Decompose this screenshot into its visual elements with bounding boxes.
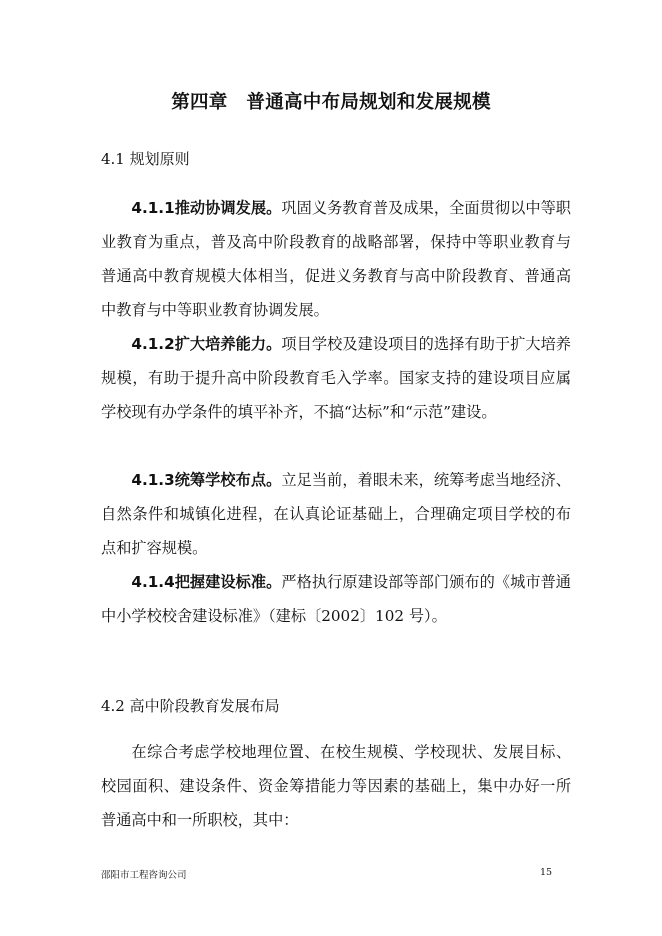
item-body: 巩固义务教育普及成果，全面贯彻以中等职业教育为重点，普及高中阶段教育的战略部署，保持中等职业教育与普通高中教育规模大体相当，促进义务教育与高中阶段教育、普通高中教育与中等职业教育协调发展。	[101, 199, 571, 319]
item-lead: 4.1.4把握建设标准。	[131, 573, 282, 591]
footer-organization: 邵阳市工程咨询公司	[101, 870, 187, 881]
paragraph-4-2: 在综合考虑学校地理位置、在校生规模、学校现状、发展目标、校园面积、建设条件、资金筹措能力等因素的基础上，集中办好一所普通高中和一所职校，其中：	[101, 743, 571, 829]
paragraph-4-1-1	[101, 191, 571, 327]
paragraph-4-1-3	[101, 463, 571, 565]
item-lead: 4.1.2扩大培养能力。	[131, 335, 282, 353]
item-lead: 4.1.3统筹学校布点。	[131, 471, 282, 489]
paragraph-4-1-4	[101, 565, 571, 633]
section-heading-4-2: 4.2 高中阶段教育发展布局	[101, 697, 280, 715]
paragraph-4-1-2	[101, 327, 571, 429]
chapter-title: 第四章 普通高中布局规划和发展规模	[171, 92, 491, 113]
item-body: 项目学校及建设项目的选择有助于扩大培养规模，有助于提升高中阶段教育毛入学率。国家支持的建设项目应属学校现有办学条件的填平补齐，不搞“达标”和“示范”建设。	[101, 335, 571, 421]
item-body: 严格执行原建设部等部门颁布的《城市普通中小学校校舍建设标准》（建标〔2002〕102 号）。	[101, 573, 571, 625]
section-heading-4-1: 4.1 规划原则	[101, 150, 190, 168]
footer-page-number: 15	[540, 867, 553, 878]
item-lead: 4.1.1推动协调发展。	[131, 199, 282, 217]
item-body: 立足当前，着眼未来，统筹考虑当地经济、自然条件和城镇化进程，在认真论证基础上，合理确定项目学校的布点和扩容规模。	[101, 471, 571, 557]
